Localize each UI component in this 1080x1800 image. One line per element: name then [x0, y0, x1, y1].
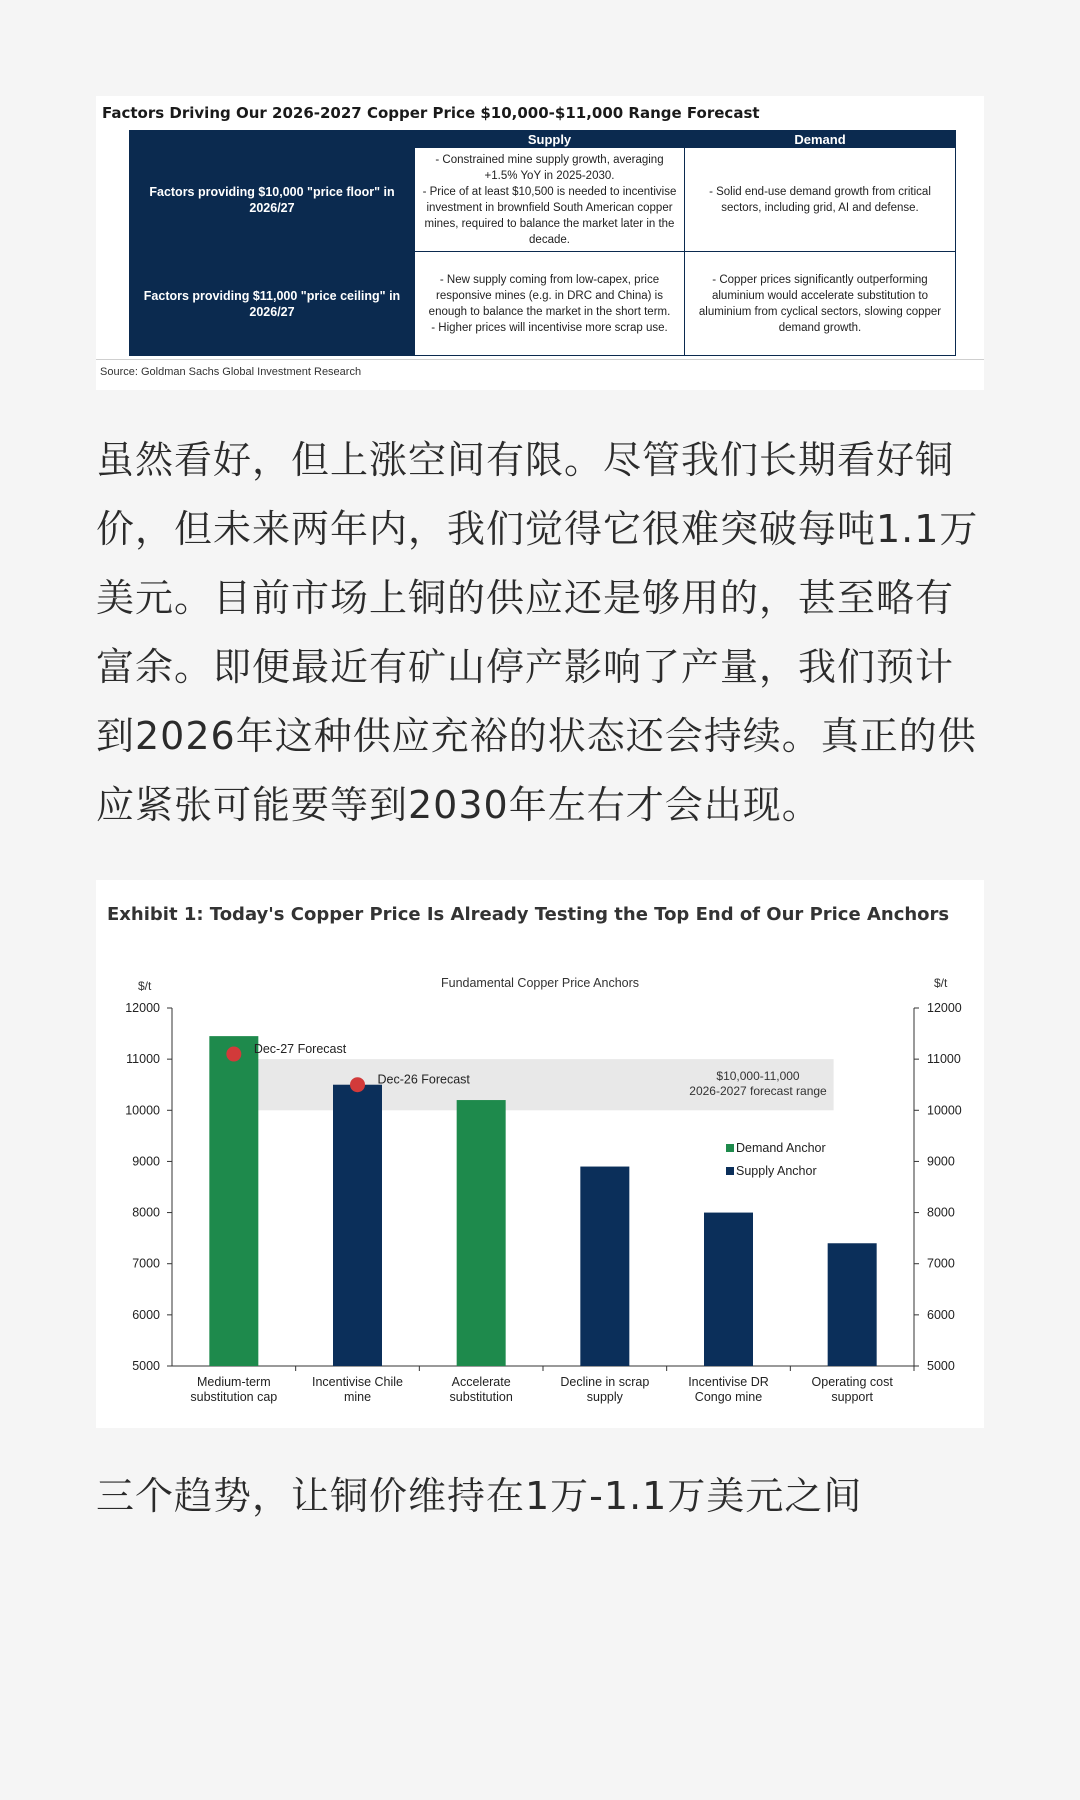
forecast-point: [350, 1077, 365, 1092]
forecast-point: [226, 1047, 241, 1062]
y-tick-label-right: 7000: [927, 1256, 955, 1271]
y-tick-label-left: 12000: [125, 1001, 160, 1015]
y-tick-label-right: 11000: [927, 1052, 961, 1067]
bar: [580, 1167, 629, 1366]
cell-floor-supply: - Constrained mine supply growth, averaging +1.5% YoY in 2025-2030. - Price of at least $10,500 is needed to incentivise investment in brownfield South American copper mines, required to balance the market later in the decade.: [415, 148, 685, 252]
x-tick-label: Medium-term: [197, 1375, 271, 1389]
cell-floor-demand: - Solid end-use demand growth from critical sectors, including grid, AI and defense.: [685, 148, 956, 252]
y-tick-label-right: 10000: [927, 1103, 962, 1118]
chart-subtitle: Fundamental Copper Price Anchors: [440, 976, 640, 990]
y-axis-unit-right: $/t: [934, 976, 948, 990]
y-tick-label-left: 10000: [125, 1103, 160, 1118]
x-tick-label: supply: [586, 1390, 623, 1404]
table-row: [130, 148, 956, 252]
y-tick-label-left: 5000: [132, 1359, 160, 1373]
chart-title: Exhibit 1: Today's Copper Price Is Already Testing the Top End of Our Price Anchors: [107, 904, 950, 925]
legend-label: Demand Anchor: [736, 1141, 826, 1155]
divider: [96, 359, 984, 360]
table-header-demand: Demand: [685, 131, 956, 148]
article-paragraph: 虽然看好，但上涨空间有限。尽管我们长期看好铜价，但未来两年内，我们觉得它很难突破每吨1.1万美元。目前市场上铜的供应还是够用的，甚至略有富余。即便最近有矿山停产影响了产量，我们预计到2026年这种供应充裕的状态还会持续。真正的供应紧张可能要等到2030年左右才会出现。: [96, 438, 979, 827]
forecast-point-label: Dec-27 Forecast: [253, 1042, 347, 1057]
section-heading-paragraph: 三个趋势，让铜价维持在1万-1.1万美元之间: [96, 1474, 863, 1518]
y-tick-label-right: 12000: [927, 1001, 962, 1015]
table-title: Factors Driving Our 2026-2027 Copper Price $10,000-$11,000 Range Forecast: [102, 104, 760, 122]
x-tick-label: substitution: [449, 1390, 513, 1404]
legend-swatch: [726, 1144, 734, 1152]
y-tick-label-right: 9000: [927, 1154, 955, 1169]
y-axis-unit-left: $/t: [138, 979, 152, 993]
bar: [828, 1243, 877, 1366]
y-tick-label-left: 9000: [132, 1154, 160, 1169]
x-tick-label: support: [831, 1390, 874, 1404]
x-tick-label: Incentivise Chile: [311, 1375, 404, 1389]
copper-chart-card: [96, 880, 984, 1428]
table-header-row: [130, 131, 956, 148]
bar: [457, 1100, 506, 1366]
x-tick-label: Accelerate: [451, 1375, 511, 1389]
legend-label: Supply Anchor: [736, 1164, 817, 1178]
x-tick-label: Incentivise DR: [688, 1375, 769, 1389]
table-header-supply: Supply: [415, 131, 685, 148]
bar: [209, 1036, 258, 1366]
y-tick-label-left: 11000: [126, 1052, 160, 1067]
row-label-ceiling: Factors providing $11,000 "price ceiling" in 2026/27: [130, 252, 415, 356]
cell-ceiling-supply: - New supply coming from low-capex, price responsive mines (e.g. in DRC and China) is enough to balance the market in the short term. - Higher prices will incentivise more scrap use.: [415, 252, 685, 356]
y-tick-label-right: 8000: [927, 1205, 955, 1220]
cell-ceiling-demand: - Copper prices significantly outperforming aluminium would accelerate substitution to aluminium from cyclical sectors, slowing copper demand growth.: [685, 252, 956, 356]
y-tick-label-left: 6000: [132, 1307, 160, 1322]
factors-table-card: [96, 96, 984, 390]
range-band-label: 2026-2027 forecast range: [689, 1084, 827, 1099]
y-tick-label-left: 7000: [132, 1256, 160, 1271]
row-label-floor: Factors providing $10,000 "price floor" in 2026/27: [130, 148, 415, 252]
y-tick-label-left: 8000: [132, 1205, 160, 1220]
legend-swatch: [726, 1167, 734, 1175]
x-tick-label: mine: [343, 1390, 372, 1404]
copper-price-anchors-chart: [96, 880, 984, 1428]
y-tick-label-right: 6000: [927, 1307, 955, 1322]
forecast-point-label: Dec-26 Forecast: [377, 1072, 470, 1087]
factors-table: [129, 130, 956, 356]
x-tick-label: Operating cost: [811, 1375, 893, 1389]
x-tick-label: Decline in scrap: [560, 1375, 650, 1389]
y-tick-label-right: 5000: [927, 1359, 955, 1373]
table-source: Source: Goldman Sachs Global Investment Research: [100, 366, 362, 378]
range-band-label: $10,000-11,000: [716, 1069, 800, 1084]
x-tick-label: substitution cap: [190, 1390, 278, 1404]
table-row: [130, 252, 956, 356]
bar: [704, 1213, 753, 1366]
bar: [333, 1085, 382, 1366]
x-tick-label: Congo mine: [694, 1390, 763, 1404]
table-header-corner: [130, 131, 415, 148]
